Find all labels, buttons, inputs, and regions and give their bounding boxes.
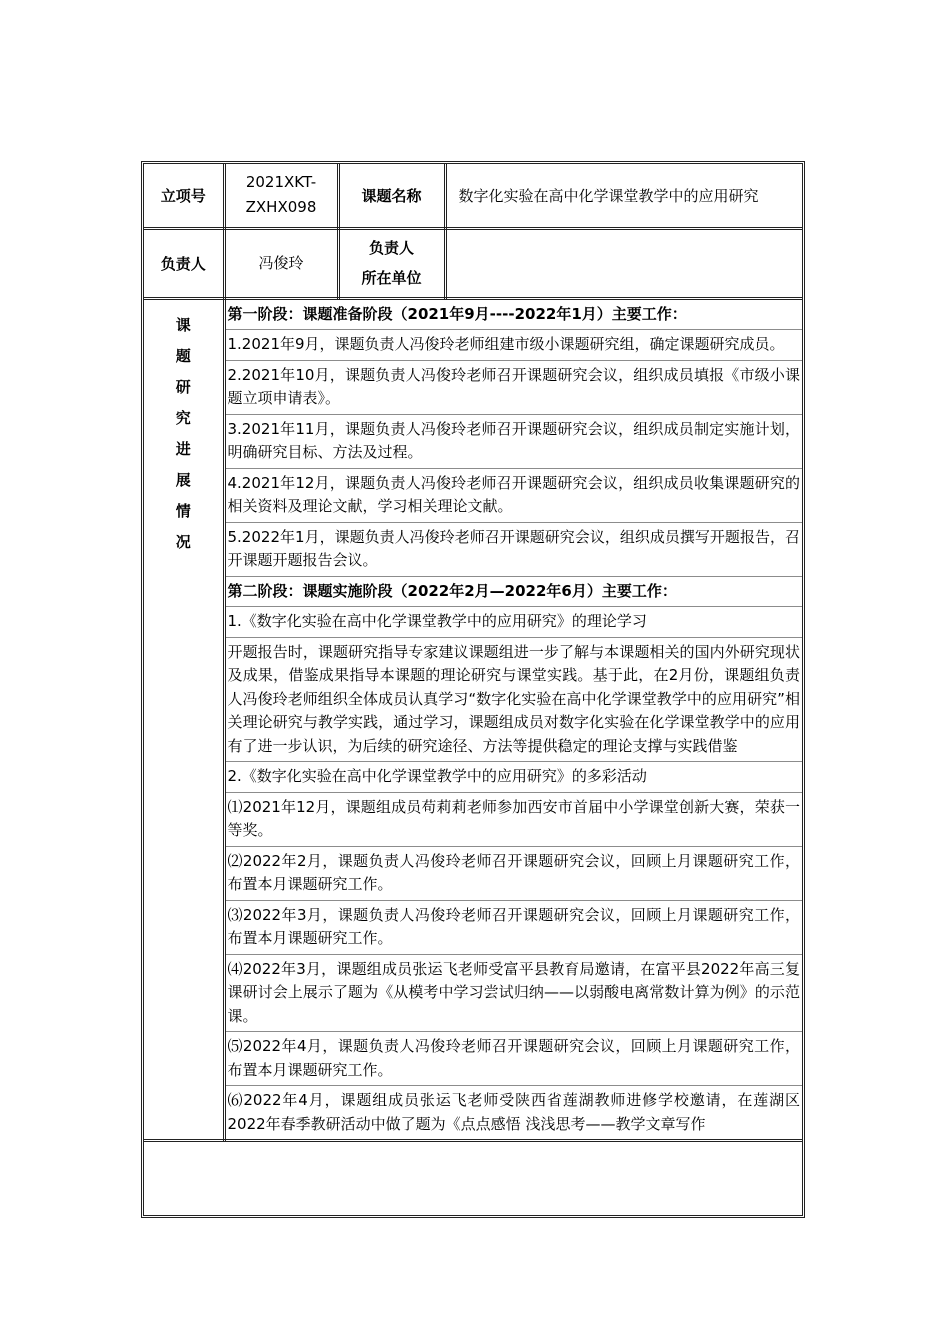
project-no-line2: ZXHX098 [245,198,317,217]
progress-paragraph: ⑴2021年12月，课题组成员苟莉莉老师参加西安市首届中小学课堂创新大赛，荣获一等奖。 [226,793,803,847]
side-label-char: 究 [175,408,191,427]
progress-content [224,298,802,1141]
progress-paragraph: 4.2021年12月，课题负责人冯俊玲老师召开课题研究会议，组织成员收集课题研究的相关资料及理论文献，学习相关理论文献。 [226,469,803,523]
progress-report-table [141,161,805,1218]
progress-paragraph: ⑶2022年3月，课题负责人冯俊玲老师召开课题研究会议，回顾上月课题研究工作，布置本月课题研究工作。 [226,901,803,955]
side-label-char: 情 [175,501,191,520]
progress-paragraph: 开题报告时，课题研究指导专家建议课题组进一步了解与本课题相关的国内外研究现状及成果，借鉴成果指导本课题的理论研究与课堂实践。基于此，在2月份，课题组负责人冯俊玲老师组织全体成员认真学习“数字化实验在高中化学课堂教学中的应用研究”相关理论研究与教学实践，通过学习，课题组成员对数字化实验在化学课堂教学中的应用有了进一步认识，为后续的研究途径、方法等提供稳定的理论支撑与实践借鉴 [226,638,803,763]
progress-paragraph: 3.2021年11月，课题负责人冯俊玲老师召开课题研究会议，组织成员制定实施计划，明确研究目标、方法及过程。 [226,415,803,469]
stage-heading: 第二阶段：课题实施阶段（2022年2月—2022年6月）主要工作： [226,577,803,608]
project-no-value [224,164,338,228]
stage-heading: 第一阶段：课题准备阶段（2021年9月----2022年1月）主要工作： [226,300,803,331]
progress-paragraph: 5.2022年1月，课题负责人冯俊玲老师召开课题研究会议，组织成员撰写开题报告，召开课题开题报告会议。 [226,523,803,577]
progress-paragraph: ⑹2022年4月，课题组成员张运飞老师受陕西省莲湖教师进修学校邀请，在莲湖区2022年春季教研活动中做了题为《点点感悟 浅浅思考——教学文章写作 [227,1091,800,1133]
side-label-char: 进 [175,439,191,458]
progress-side-label [144,298,224,1141]
unit-label-line1: 负责人 [368,239,414,257]
project-no-line1: 2021XKT- [245,173,317,192]
progress-paragraph: ⑵2022年2月，课题负责人冯俊玲老师召开课题研究会议，回顾上月课题研究工作，布置本月课题研究工作。 [226,847,803,901]
leader-label: 负责人 [144,228,224,298]
topic-label: 课题名称 [338,164,445,228]
progress-paragraph: 1.2021年9月，课题负责人冯俊玲老师组建市级小课题研究组，确定课题研究成员。 [226,330,803,361]
unit-value [445,228,802,298]
progress-paragraph: 1.《数字化实验在高中化学课堂教学中的应用研究》的理论学习 [226,607,803,638]
progress-paragraph: ⑷2022年3月，课题组成员张运飞老师受富平县教育局邀请，在富平县2022年高三复课研讨会上展示了题为《从模考中学习尝试归纳——以弱酸电离常数计算为例》的示范课。 [226,955,803,1033]
side-label-char: 课 [175,315,191,334]
unit-label [338,228,445,298]
progress-paragraph: ⑸2022年4月，课题负责人冯俊玲老师召开课题研究会议，回顾上月课题研究工作，布置本月课题研究工作。 [226,1032,803,1086]
topic-value: 数字化实验在高中化学课堂教学中的应用研究 [445,164,802,228]
side-label-char: 题 [175,346,191,365]
progress-paragraph: 2.2021年10月，课题负责人冯俊玲老师召开课题研究会议，组织成员填报《市级小课题立项申请表》。 [226,361,803,415]
side-label-char: 况 [175,532,191,551]
unit-label-line2: 所在单位 [361,269,422,287]
side-label-char: 研 [175,377,191,396]
project-no-label: 立项号 [144,164,224,228]
leader-value: 冯俊玲 [224,228,338,298]
side-label-char: 展 [175,470,191,489]
progress-paragraph: 2.《数字化实验在高中化学课堂教学中的应用研究》的多彩活动 [226,762,803,793]
